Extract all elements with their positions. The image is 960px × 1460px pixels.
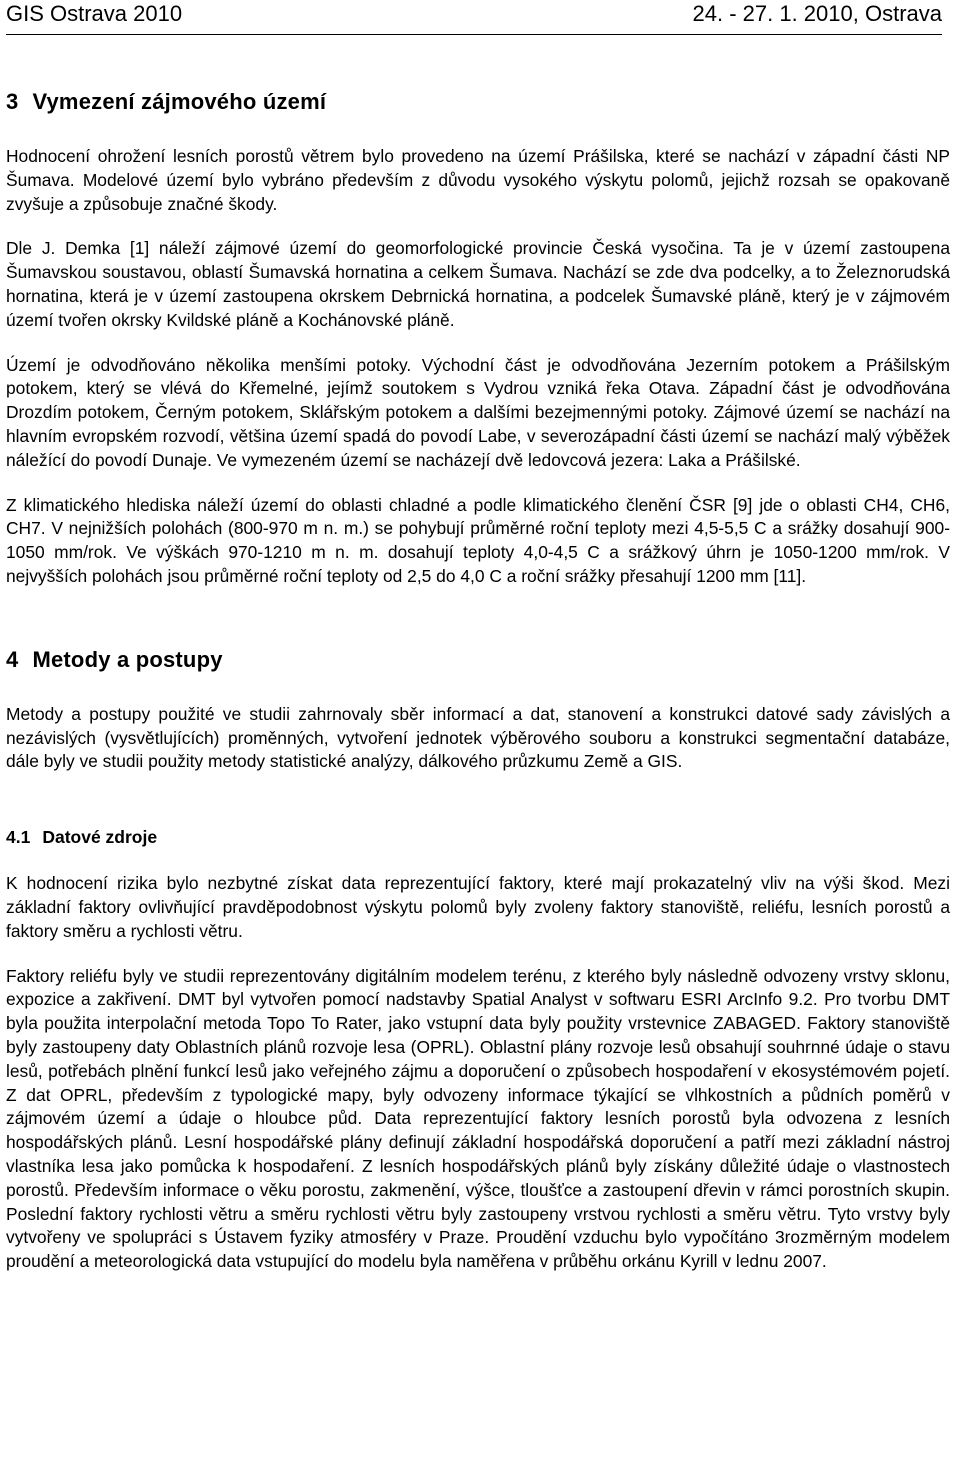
section-3-paragraph-2: Dle J. Demka [1] náleží zájmové území do geomorfologické provincie Česká vysočina. Ta je v území zastoupena Šumavskou soustavou, oblastí Šumavská hornatina a celkem Šumava. Nachází se zde dva podcelky, a to Železnorudská hornatina, která je v území zastoupena okrskem Debrnická hornatina, a podcelek Šumavské pláně, který je v zájmovém území tvořen okrsky Kvildské pláně a Kochánovské pláně.: [6, 238, 950, 330]
section-4-1-heading: [6, 826, 950, 848]
section-3-paragraph-3: Území je odvodňováno několika menšími potoky. Východní část je odvodňována Jezerním potokem a Prášilským potokem, který se vlévá do Křemelné, jejímž soutokem s Vydrou vzniká řeka Otava. Západní část je odvodňována Drozdím potokem, Černým potokem, Sklářským potokem a dalšími bezejmennými potoky. Zájmové území se nachází na hlavním evropském rozvodí, většina území spadá do povodí Labe, v severozápadní části území se nachází malý výběžek náležící do povodí Dunaje. Ve vymezeném území se nacházejí dvě ledovcová jezera: Laka a Prášilské.: [6, 354, 950, 470]
section-3-heading: [6, 89, 950, 115]
section-4-1-paragraph-2: Faktory reliéfu byly ve studii reprezentovány digitálním modelem terénu, z kterého byly následně odvozeny vrstvy sklonu, expozice a zakřivení. DMT byl vytvořen pomocí nadstavby Spatial Analyst v softwaru ESRI ArcInfo 9.2. Pro tvorbu DMT byla použita interpolační metoda Topo To Rater, jako vstupní data byly použity vrstevnice ZABAGED. Faktory stanoviště byly zastoupeny daty Oblastních plánů rozvoje lesa (OPRL). Oblastní plány rozvoje lesů obsahují souhrnné údaje o stavu lesů, potřebách plnění funkcí lesů jako veřejného zájmu a doporučení o způsobech hospodaření v ekosystémovém pojetí. Z dat OPRL, především z typologické mapy, byly odvozeny informace týkající se vlhkostních a půdních poměrů v zájmovém území a údaje o hloubce půd. Data reprezentující faktory lesních porostů byla odvozena z lesních hospodářských plánů. Lesní hospodářské plány definují základní hospodářská doporučení a patří mezi základní nástroj vlastníka lesa jako pomůcka k hospodaření. Z lesních hospodářských plánů byly získány důležité údaje o vlastnostech porostů. Především informace o věku porostu, zakmenění, výšce, tloušťce a zastoupení dřevin v rámci porostních skupin. Poslední faktory rychlosti větru a směru rychlosti větru byly zastoupeny vrstvou rychlosti a směru větru. Tyto vrstvy byly vytvořeny ve spolupráci s Ústavem fyziky atmosféry v Praze. Proudění vzduchu bylo vypočítáno 3rozměrným modelem proudění a meteorologická data vstupující do modelu byla naměřena v průběhu orkánu Kyrill v lednu 2007.: [6, 965, 950, 1272]
section-4-1-title: Datové zdroje: [42, 827, 158, 848]
section-3-title: Vymezení zájmového území: [32, 89, 327, 114]
header-conference-date: 24. - 27. 1. 2010, Ostrava: [692, 1, 942, 26]
section-3-number: 3: [6, 89, 19, 114]
section-4-paragraph-1: Metody a postupy použité ve studii zahrnovaly sběr informací a dat, stanovení a konstrukci datové sady závislých a nezávislých (vysvětlujících) proměnných, vytvoření jednotek výběrového souboru a konstrukci segmentační databáze, dále byly ve studii použity metody statistické analýzy, dálkového průzkumu Země a GIS.: [6, 703, 950, 772]
running-header: [6, 0, 942, 35]
section-3-paragraph-1: Hodnocení ohrožení lesních porostů větrem bylo provedeno na území Prášilska, které se nachází v západní části NP Šumava. Modelové území bylo vybráno především z důvodu vysokého výskytu polomů, jejichž rozsah se opakovaně zvyšuje a způsobuje značné škody.: [6, 146, 950, 214]
section-4-number: 4: [6, 646, 19, 672]
section-4-1-number: 4.1: [6, 827, 31, 848]
section-4-heading: [6, 647, 950, 673]
document-body: [6, 89, 950, 1274]
section-4-1-paragraph-1: K hodnocení rizika bylo nezbytné získat data reprezentující faktory, které mají prokazatelný vliv na výši škod. Mezi základní faktory ovlivňující pravděpodobnost výskytu polomů byly zvoleny faktory stanoviště, reliéfu, lesních porostů a faktory směru a rychlosti větru.: [6, 873, 950, 941]
section-3-paragraph-4: Z klimatického hlediska náleží území do oblasti chladné a podle klimatického členění ČSR [9] jde o oblasti CH4, CH6, CH7. V nejnižších polohách (800-970 m n. m.) se pohybují průměrné roční teploty mezi 4,5-5,5 C a srážky dosahují 900-1050 mm/rok. Ve výškách 970-1210 m n. m. dosahují teploty 4,0-4,5 C a srážkový úhrn je 1050-1200 mm/rok. V nejvyšších polohách jsou průměrné roční teploty od 2,5 do 4,0 C a roční srážky přesahují 1200 mm [11].: [6, 494, 950, 586]
header-conference-title: GIS Ostrava 2010: [6, 1, 183, 26]
section-4-title: Metody a postupy: [32, 646, 223, 672]
